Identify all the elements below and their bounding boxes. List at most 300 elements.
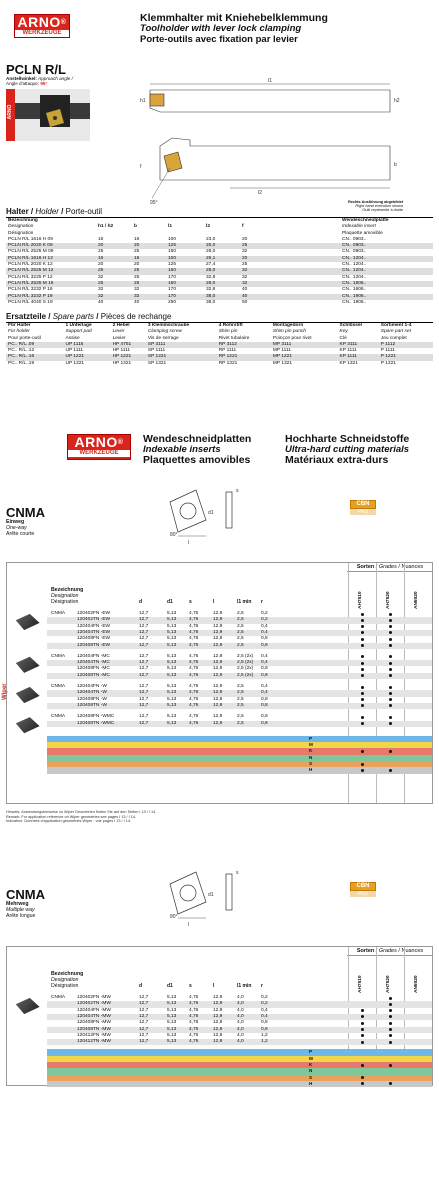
grade-dot [361,722,364,725]
spares-header-cell [271,323,338,342]
rh-note-fr: Outil représenté à droite [362,208,404,213]
table-cell: 25 [240,243,340,249]
row-value: 12,7 [139,995,149,1000]
table-cell: HP 1321 [112,360,132,366]
cnma2-drawing [156,866,266,936]
grade-dot [389,1003,392,1006]
grade-dot [389,619,392,622]
row-value: 4,76 [189,1013,199,1019]
grade-dot [361,613,364,616]
table-cell: PC.. R/L..16 [6,354,63,360]
row-value: 12,9 [213,702,223,708]
row-value: 12,9 [213,623,223,629]
row-value: 12,7 [139,636,149,642]
row-value: 4,76 [189,617,199,623]
table-cell: 28,0 [206,249,216,255]
row-value: 5,13 [167,1001,177,1007]
spares-hdr-en: Shim pin punch [272,329,306,335]
grade-dot [361,655,364,658]
grade-dot [361,1015,364,1018]
svg-text:b: b [394,162,397,168]
row-value: 5,13 [167,660,177,666]
row-value: 12,9 [213,672,223,678]
col-header: l [213,983,215,989]
cnma1-bez [51,587,83,605]
spares-hdr-en: For holder [8,329,30,335]
row-value: 12,7 [139,623,149,629]
grade-dot [389,631,392,634]
iso-letter: K [309,748,313,754]
spares-title-fr: Pièces de rechange [100,312,172,321]
row-value: 4,76 [189,1020,199,1026]
spares-hdr-de: Schlüssel [339,323,362,328]
row-value: 12,9 [213,684,223,689]
cnma2-bez-fr: Désignation [51,983,79,989]
svg-text:l: l [188,540,190,546]
ultra-fr: Matériaux extra-durs [285,454,389,466]
row-designation: 120408FN -MW [77,1020,111,1026]
row-designation: 120408TN -WMC [77,720,115,726]
table-cell: 25 [96,281,132,287]
row-value: 0,4 [261,1007,268,1013]
holder-title: Halter / Holder / Porte-outil [6,207,103,216]
row-value: 5,13 [167,690,177,696]
table-cell: 20 [96,243,132,249]
row-value: 5,13 [167,636,177,642]
row-value: 12,7 [139,1020,149,1026]
grade-dot [389,1022,392,1025]
table-cell: PC.. R/L..19 [8,360,35,366]
table-cell: 32 [242,274,248,280]
row-value: 0,8 [261,714,268,720]
grade-dot [361,1076,364,1079]
row-value: 4,0 [237,1020,244,1026]
row-value: 12,7 [139,684,149,689]
grade-dot [361,763,364,766]
insert-image [13,686,41,704]
iso-band [47,1081,432,1087]
grade-dot [389,698,392,701]
row-value: 5,13 [167,696,177,702]
row-designation: 120412TN -MW [77,1039,111,1045]
svg-text:f: f [140,164,142,170]
table-cell: 32 [240,281,340,287]
iso-letter: M [309,1055,313,1061]
table-cell: PCLN R/L 4040 S 19 [8,299,53,305]
row-designation: 120402FN -EW [77,611,111,616]
angle-value: 95° [40,81,48,87]
row-value: 5,13 [167,1020,177,1026]
table-cell: CN.. 1906.. [342,299,367,305]
row-value: 2,5 (2x) [237,660,254,666]
table-cell: 32 [240,268,340,274]
table-row [47,721,432,727]
table-cell: P 1221 [379,354,433,360]
cnma1-table-frame [6,562,433,804]
row-value: 4,0 [237,1039,244,1045]
row-value: 4,76 [189,611,199,616]
cnma2-bez-en: Designation [51,977,79,983]
table-cell: PCLN R/L 2020 K 09 [6,243,96,249]
col-header: d [139,983,143,989]
hdr-b: b [134,224,137,230]
hdr-l2: l2 [206,224,211,230]
table-cell: SP 3111 [146,342,217,348]
table-cell: PCLN R/L 3232 P 16 [8,287,53,293]
table-cell: 100 [168,236,177,242]
grade-dot [389,1015,392,1018]
table-cell: UP 1115 [63,342,110,348]
table-row [47,643,432,649]
iso-letter: P [309,735,313,741]
spares-head [6,323,433,342]
row-value: 4,76 [189,1026,199,1032]
holder-title-fr: Porte-outil [65,207,103,216]
row-value: 12,9 [213,1026,223,1032]
cnma1-sorten: Sorten / Grades / Nuances [347,563,433,572]
table-cell: 100 [166,256,204,262]
table-cell: RP 3112 [217,342,271,348]
svg-text:l: l [188,922,190,928]
row-value: 0,4 [261,690,268,696]
row-value: 12,9 [213,642,223,648]
angle-en: Approach angle / [38,76,73,81]
row-value: 5,13 [167,1026,177,1032]
row-value: 0,4 [261,660,268,666]
table-cell: PCLN R/L 1616 H 12 [6,256,96,262]
row-value: 12,7 [139,720,149,726]
row-value: 4,76 [189,636,199,642]
table-cell: 250 [168,299,177,305]
row-value: 12,7 [139,611,149,616]
grade-dot [389,769,392,772]
rh-note-de: Rechts Ausführung abgebildet [348,200,404,204]
table-cell: 32 [132,294,166,300]
angle-de: Anstellwinkel: [6,76,37,81]
row-value: 12,7 [139,1032,149,1038]
note-line: Remark: For application reference on Wiper geometries see pages I 13 / I 14. [6,814,137,819]
row-designation: 120408FN -MC [77,666,110,672]
row-designation: 120412FN -MW [77,1032,111,1038]
row-value: 4,76 [189,714,199,720]
spares-hdr-en: Clamping screw [147,329,182,335]
cnma1-type-fr: Arête courte [6,531,35,537]
holder-photo [6,89,90,141]
row-value: 5,13 [167,684,177,689]
row-value: 12,7 [139,702,149,708]
table-cell: 50 [242,299,248,305]
row-value: 4,76 [189,660,199,666]
grade-dot [389,722,392,725]
hdr-bez-de: Bezeichnung [8,218,38,223]
row-value: 12,7 [139,672,149,678]
spares-hdr-fr: Levier [112,335,126,341]
grade-label [384,575,396,615]
row-value: 5,13 [167,611,177,616]
spares-header-cell [338,323,379,342]
row-value: 2,5 [237,684,244,689]
table-cell: PC.. R/L..09 [6,342,63,348]
table-cell: HP 1221 [111,354,146,360]
table-cell: 25 [132,268,166,274]
row-value: 5,13 [167,714,177,720]
cnma2-type-de: Mehrweg [6,901,29,907]
table-cell: UP 1221 [63,354,110,360]
spares-hdr-fr: Vis de serrage [147,335,179,341]
row-value: 2,5 [237,702,244,708]
table-cell: HP 1111 [112,348,131,354]
table-cell: RP 1111 [218,348,237,354]
table-cell: 23,0 [206,236,216,242]
cnma2-sorten: Sorten / Grades / Nuances [347,947,433,956]
col-header: d [139,599,143,605]
col-header: l [213,599,215,605]
row-value: 4,76 [189,684,199,689]
table-cell: CN.. 1204.. [340,268,433,274]
spares-hdr-de: Sortiment 1-4 [380,323,412,328]
row-value: 12,7 [139,1026,149,1032]
row-value: 2,5 [237,629,244,635]
row-value: 2,5 [237,623,244,629]
row-value: 12,9 [213,720,223,726]
table-cell: CN.. 1204.. [342,262,367,268]
table-cell: SP 1111 [147,348,166,354]
row-value: 12,7 [139,1039,149,1045]
row-designation: 120408FN -WMC [77,714,115,720]
table-cell: 20 [98,262,104,268]
table-cell: 28,0 [204,281,240,287]
hdr-ins-fr: Plaquette amovible [342,230,383,236]
grade-dot [361,716,364,719]
table-cell: 16 [134,236,140,242]
grade-dot [389,644,392,647]
row-value: 0,2 [261,1001,268,1007]
inserts-fr: Plaquettes amovibles [143,454,251,466]
table-cell: P 1112 [379,342,433,348]
spares-title-en: Spare parts [52,312,95,321]
table-cell: P 1321 [380,360,396,366]
row-value: 12,9 [213,1020,223,1026]
holder-table-wrap [6,217,433,306]
grade-dot [361,631,364,634]
row-value: 0,8 [261,642,268,648]
grade-dot [361,1064,364,1067]
rh-note-en: Right hand execution shown [355,204,404,209]
table-cell: 26,1 [204,256,240,262]
table-cell: 170 [166,294,204,300]
row-value: 5,13 [167,617,177,623]
table-cell: CN.. 1906.. [340,294,433,300]
table-cell: CN.. 1204.. [342,274,367,280]
table-cell: 25 [242,262,248,268]
grade-label [356,959,368,999]
row-value: 12,9 [213,1013,223,1019]
table-cell: 20 [240,256,340,262]
row-value: 5,13 [167,642,177,648]
row-value: 12,7 [139,660,149,666]
table-cell: CN.. 0903.. [342,249,367,255]
row-value: 0,8 [261,696,268,702]
hdr-ins-en: Indexable insert [342,224,376,230]
row-value: 12,7 [139,642,149,648]
grade-dot [361,704,364,707]
cnma2-type [6,901,35,919]
grade-dot [389,750,392,753]
table-cell: 16 [98,236,104,242]
row-value: 4,76 [189,653,199,659]
row-value: 2,5 [237,696,244,702]
spares-body [6,342,433,367]
iso-letter: S [309,1074,313,1080]
wiper-side [2,640,8,720]
row-value: 0,4 [261,653,268,659]
row-value: 12,9 [213,690,223,696]
row-designation: 120408FN -W [77,696,107,702]
table-cell: PCLN R/L 1616 H 09 [8,236,53,242]
brand-sub: WERKZEUGE [15,30,69,37]
col-header: r [261,983,263,989]
sorten2-fr: Nuances [401,948,424,954]
grade-text: AN6020 [414,975,419,993]
cnma2-code: CNMA [6,887,45,902]
table-cell: CN.. 1606.. [342,287,367,293]
ultra-hard-header [285,434,409,466]
row-prefix: CNMA [51,653,66,659]
cnma1-bez-fr: Désignation [51,599,79,605]
row-designation: 120408FN -EW [77,636,111,642]
grade-text: AH7510 [358,975,363,993]
row-value: 4,0 [237,1032,244,1038]
row-value: 4,0 [237,1001,244,1007]
table-cell: RP 1221 [217,354,271,360]
sorten2-en: Grades [378,948,397,954]
header-fr: Porte-outils avec fixation par levier [140,34,298,45]
svg-text:80°: 80° [170,532,178,538]
insert-image [13,613,41,631]
grade-dot [389,625,392,628]
svg-text:l1: l1 [268,78,272,84]
table-cell: 32 [98,274,104,280]
row-value: 12,7 [139,696,149,702]
spares-hdr-de: 2 Hebel [112,323,130,328]
grade-text: AH7510 [358,591,363,609]
table-cell: 40 [98,299,104,305]
row-value: 0,2 [261,611,268,616]
cnma2-bez [51,971,83,989]
spares-header-cell [146,323,217,342]
cnma2-table-frame [6,946,433,1086]
row-designation: 120402TN -EW [77,617,111,623]
row-designation: 120408TN -MC [77,672,110,678]
grade-dot [389,668,392,671]
svg-text:80°: 80° [170,914,178,920]
row-value: 0,2 [261,617,268,623]
sorten-en: Grades [378,564,397,570]
insert-image [13,656,41,674]
row-prefix: CNMA [51,714,66,720]
grade-dot [361,750,364,753]
row-value: 4,76 [189,690,199,696]
table-cell: PCLN R/L 3232 P 19 [6,294,96,300]
brand-reg: ® [60,19,67,26]
grade-dot [361,638,364,641]
row-value: 0,4 [261,623,268,629]
table-cell: PC.. R/L..12 [8,348,35,354]
row-value: 5,13 [167,995,177,1000]
cbn-badge-2: CBN [350,882,376,891]
table-cell: CN.. 0903.. [340,243,433,249]
cnma1-code: CNMA [6,505,45,520]
row-value: 12,7 [139,1001,149,1007]
svg-text:95°: 95° [150,200,158,206]
row-prefix: CNMA [51,995,66,1000]
row-prefix: CNMA [51,611,66,616]
row-value: 0,8 [261,1026,268,1032]
row-value: 12,7 [139,714,149,720]
svg-text:s: s [236,488,239,494]
table-cell: 125 [166,243,204,249]
grade-dot [389,1028,392,1031]
grade-dot [389,638,392,641]
page-header [140,13,328,45]
holder-table [6,218,433,306]
row-value: 2,5 [237,714,244,720]
row-value: 5,13 [167,720,177,726]
col-header: l1 min [237,983,252,989]
grade-dot [389,692,392,695]
arno-logo-2 [67,434,131,460]
header-de: Klemmhalter mit Kniehebelklemmung [140,12,328,24]
table-cell: KP 1111 [338,354,379,360]
holder-body [6,237,433,306]
spares-hdr-en: Lever [112,329,125,335]
table-cell: SP 1321 [147,360,167,366]
grade-dot [361,1009,364,1012]
svg-text:d1: d1 [208,510,214,516]
row-value: 4,76 [189,1039,199,1045]
row-value: 0,4 [261,1013,268,1019]
holder-photo-svg [6,89,90,141]
iso-letter: M [309,742,313,748]
col-header: r [261,599,263,605]
grade-dot [361,668,364,671]
row-value: 5,13 [167,623,177,629]
table-cell: 125 [168,262,177,268]
table-cell: CN.. 0903.. [342,236,367,242]
grade-dot [389,674,392,677]
row-value: 4,0 [237,1013,244,1019]
row-value: 12,9 [213,1032,223,1038]
table-cell: 20 [134,262,140,268]
hdr-bez-fr: Désignation [8,230,34,236]
table-cell: 150 [168,249,177,255]
row-designation: 120402FN -MW [77,995,111,1000]
insert-image [13,716,41,734]
rh-note [348,200,403,213]
sorten-de: Sorten [356,564,375,570]
grade-dot [361,662,364,665]
table-cell: 32 [96,294,132,300]
brand-reg-2: ® [117,439,124,446]
iso-letter: K [309,1062,313,1067]
spares-hdr-de: 3 Klemmschraube [147,323,190,328]
row-value: 5,13 [167,702,177,708]
table-cell: 150 [166,281,204,287]
header-en: Toolholder with lever lock clamping [140,23,302,34]
table-cell: 20 [132,243,166,249]
row-value: 0,8 [261,666,268,672]
grade-dot [361,619,364,622]
